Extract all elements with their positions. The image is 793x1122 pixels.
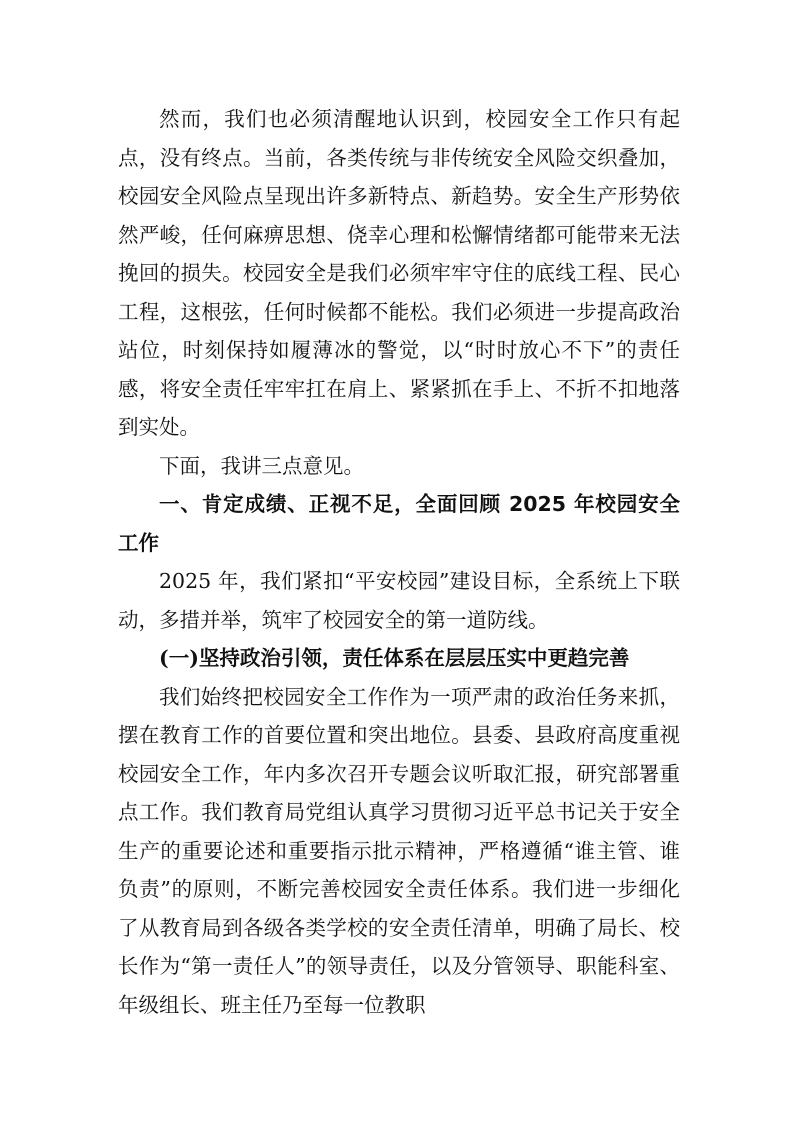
paragraph-responsibility-system: 我们始终把校园安全工作作为一项严肃的政治任务来抓，摆在教育工作的首要位置和突出地位。县委、县政府高度重视校园安全工作，年内多次召开专题会议听取汇报，研究部署重点工作。我们教育局党组认真学习贯彻习近平总书记关于安全生产的重要论述和重要指示批示精神，严格遵循“谁主管、谁负责”的原则，不断完善校园安全责任体系。我们进一步细化了从教育局到各级各类学校的安全责任清单，明确了局长、校长作为“第一责任人”的领导责任，以及分管领导、职能科室、年级组长、班主任乃至每一位教职 xyxy=(118,684,680,1017)
section-heading-review-2025: 一、肯定成绩、正视不足，全面回顾 2025 年校园安全工作 xyxy=(118,492,680,555)
subsection-heading-political-guidance: (一)坚持政治引领，责任体系在层层压实中更趋完善 xyxy=(159,646,630,670)
document-body xyxy=(118,100,680,1024)
paragraph-intro-three-points: 下面，我讲三点意见。 xyxy=(159,453,364,478)
paragraph-2025-summary: 2025 年，我们紧扣“平安校园”建设目标，全系统上下联动，多措并举，筑牢了校园安全的第一道防线。 xyxy=(118,569,680,632)
paragraph-risk-awareness: 然而，我们也必须清醒地认识到，校园安全工作只有起点，没有终点。当前，各类传统与非传统安全风险交织叠加，校园安全风险点呈现出许多新特点、新趋势。安全生产形势依然严峻，任何麻痹思想、侥幸心理和松懈情绪都可能带来无法挽回的损失。校园安全是我们必须牢牢守住的底线工程、民心工程，这根弦，任何时候都不能松。我们必须进一步提高政治站位，时刻保持如履薄冰的警觉，以“时时放心不下”的责任感，将安全责任牢牢扛在肩上、紧紧抓在手上、不折不扣地落到实处。 xyxy=(118,107,680,439)
